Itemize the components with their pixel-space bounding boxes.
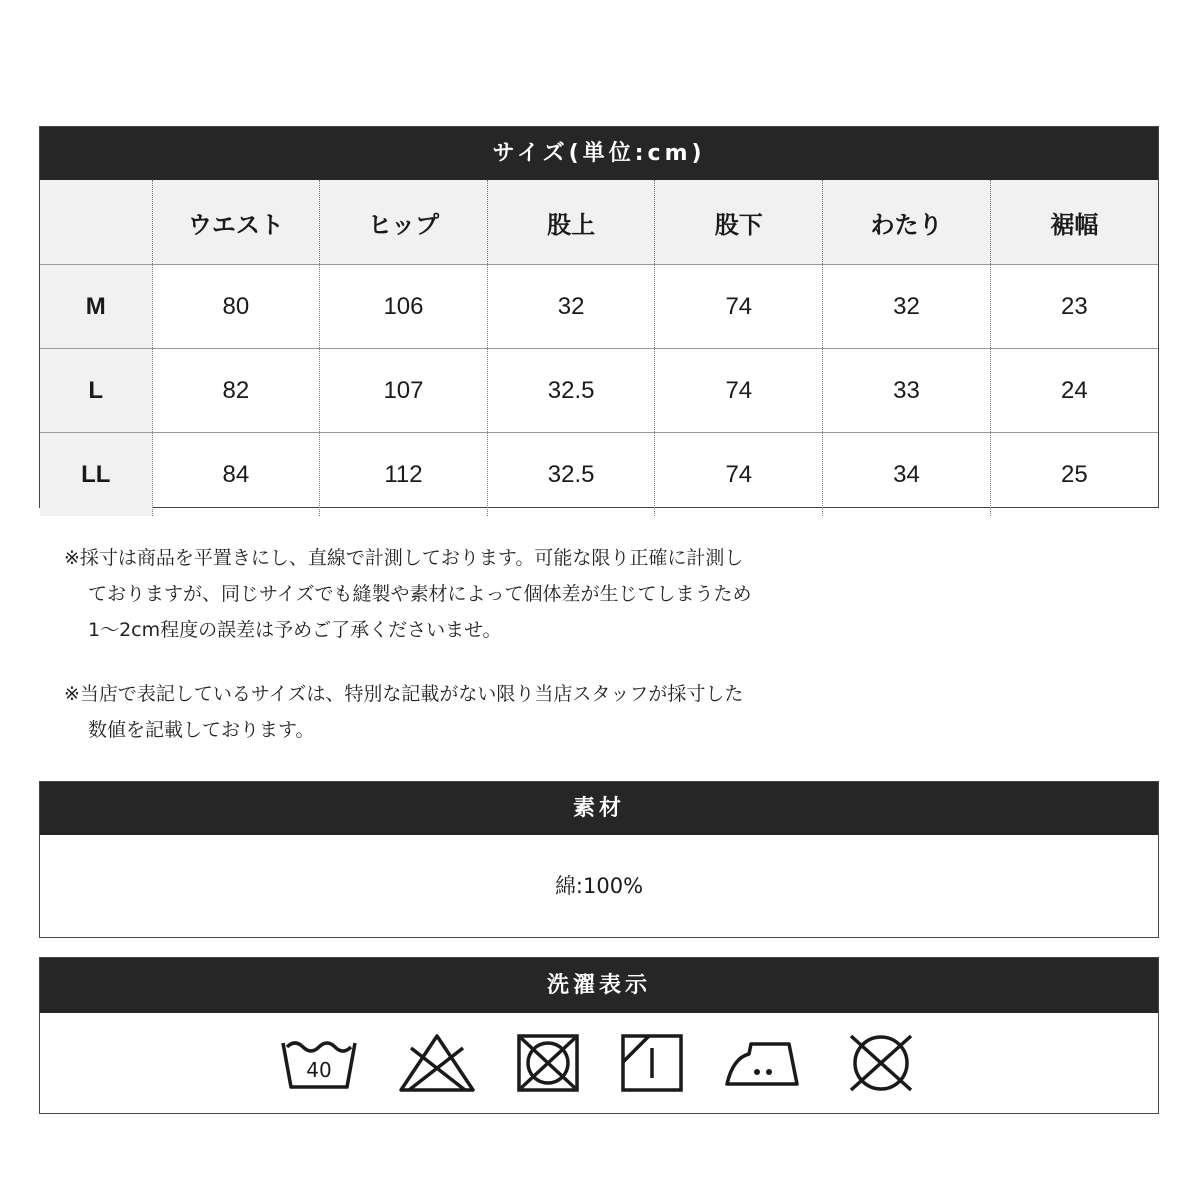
note-line: 1〜2cm程度の誤差は予めご了承くださいませ。 [88, 619, 502, 641]
drip-dry-icon [619, 1032, 685, 1094]
header-blank [40, 180, 152, 265]
note-line: ※採寸は商品を平置きにし、直線で計測しております。可能な限り正確に計測し [64, 547, 744, 569]
cell-hem-width: 23 [990, 265, 1158, 349]
iron-medium-icon [723, 1032, 805, 1094]
size-table-header-row [40, 180, 1158, 265]
material-value: 綿:100% [554, 874, 644, 898]
row-size-label: L [40, 349, 152, 433]
header-hem-width: 裾幅 [990, 180, 1158, 265]
care-icons [40, 1013, 1158, 1113]
header-waist: ウエスト [152, 180, 320, 265]
header-thigh: わたり [823, 180, 991, 265]
cell-hem-width: 25 [990, 433, 1158, 517]
cell-thigh: 34 [823, 433, 991, 517]
cell-inseam: 74 [655, 265, 823, 349]
table-row [40, 433, 1158, 517]
size-table-section [39, 126, 1159, 508]
cell-inseam: 74 [655, 349, 823, 433]
cell-waist: 82 [152, 349, 320, 433]
cell-waist: 80 [152, 265, 320, 349]
header-hip: ヒップ [320, 180, 488, 265]
care-title: 洗濯表示 [40, 958, 1158, 1013]
cell-hip: 106 [320, 265, 488, 349]
cell-hip: 112 [320, 433, 488, 517]
no-bleach-icon [397, 1032, 477, 1094]
cell-thigh: 32 [823, 265, 991, 349]
table-row [40, 349, 1158, 433]
wash-40-icon [279, 1033, 359, 1093]
cell-rise: 32.5 [487, 349, 655, 433]
size-note [64, 676, 924, 748]
cell-waist: 84 [152, 433, 320, 517]
cell-inseam: 74 [655, 433, 823, 517]
cell-hip: 107 [320, 349, 488, 433]
measurement-note [64, 540, 924, 648]
header-rise: 股上 [487, 180, 655, 265]
wash-temp-label: 40 [306, 1058, 332, 1082]
material-section [39, 781, 1159, 938]
no-dry-clean-icon [843, 1032, 919, 1094]
care-section [39, 957, 1159, 1114]
table-row [40, 265, 1158, 349]
note-line: ておりますが、同じサイズでも縫製や素材によって個体差が生じてしまうため [88, 583, 752, 605]
material-title: 素材 [40, 782, 1158, 835]
row-size-label: M [40, 265, 152, 349]
row-size-label: LL [40, 433, 152, 517]
cell-thigh: 33 [823, 349, 991, 433]
header-inseam: 股下 [655, 180, 823, 265]
cell-rise: 32 [487, 265, 655, 349]
note-line: ※当店で表記しているサイズは、特別な記載がない限り当店スタッフが採寸した [64, 683, 744, 705]
cell-rise: 32.5 [487, 433, 655, 517]
size-table-title: サイズ(単位:cm) [40, 127, 1158, 180]
size-table [40, 180, 1158, 516]
cell-hem-width: 24 [990, 349, 1158, 433]
no-tumble-dry-icon [515, 1032, 581, 1094]
note-line: 数値を記載しております。 [88, 719, 315, 741]
